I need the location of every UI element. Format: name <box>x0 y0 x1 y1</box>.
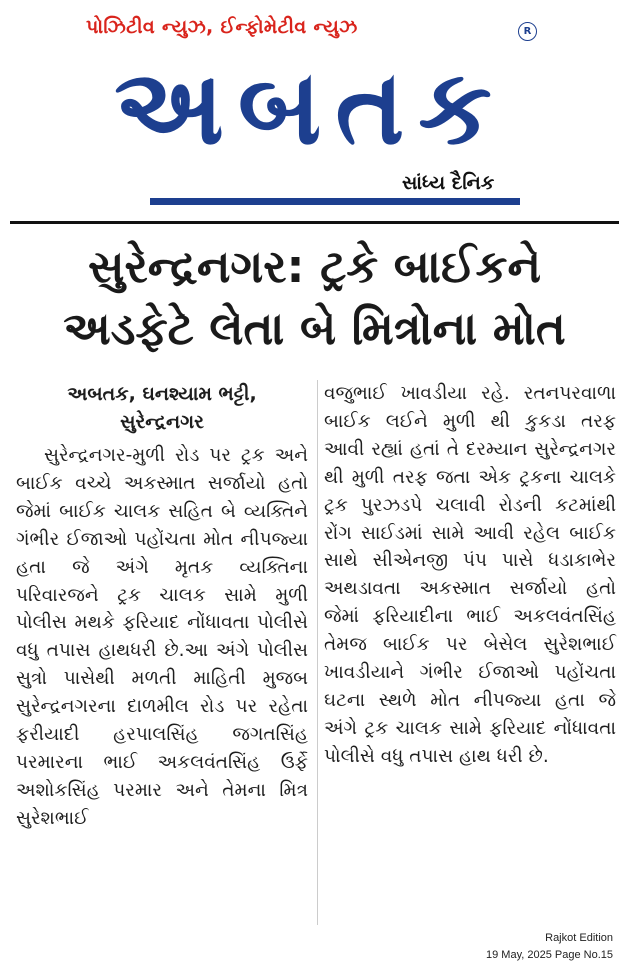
logo-underline <box>150 198 520 205</box>
headline-line-1: સુરેન્દ્રનગર: ટ્રકે બાઈકને <box>88 240 541 293</box>
article-headline <box>10 236 619 360</box>
footer-edition: Rajkot Edition <box>545 932 613 944</box>
byline-line-2: સુરેન્દ્રનગર <box>120 411 204 433</box>
column-divider <box>317 380 318 925</box>
article-body-right: વજુભાઈ ખાવડીયા રહે. રતનપરવાળા બાઈક લઈને મુળી થી કુકડા તરફ આવી રહ્યાં હતાં તે દરમ્યાન સુરેન્દ્રનગર થી મુળી તરફ જતા એક ટ્રકના ચાલકે ટ્રક પુરઝડપે ચલાવી રોડની કટમાંથી રોંગ સાઈડમાં સામે આવી રહેલ બાઈક સાથે સીએનજી પંપ પાસે ધડાકાભેર અથડાવતા અકસ્માત સર્જાયો હતો જેમાં ફરિયાદીના ભાઈ અકલવંતસિંહ તેમજ બાઈક પર બેસેલ સુરેશભાઈ ખાવડીયાને ગંભીર ઈજાઓ પહોંચતા ઘટના સ્થળે મોત નીપજ્યા હતા જે અંગે ટ્રક ચાલક સામે ફરિયાદ નોંધાવતા પોલીસે વધુ તપાસ હાથ ધરી છે. <box>324 383 616 767</box>
article-column-left <box>16 380 308 833</box>
article-byline <box>16 380 308 436</box>
article-column-right <box>324 380 616 771</box>
article-body-left: સુરેન્દ્રનગર-મુળી રોડ પર ટ્રક અને બાઈક વચ્ચે અકસ્માત સર્જાયો હતો જેમાં બાઈક ચાલક સહિત બે વ્યક્તિને ગંભીર ઈજાઓ પહોંચતા મોત નીપજ્યા હતા જે અંગે મૃતક વ્યક્તિના પરિવારજને ટ્રક ચાલક સામે મુળી પોલીસ મથકે ફરિયાદ નોંધાવતા પોલીસે વધુ તપાસ હાથધરી છે.આ અંગે પોલીસ સુત્રો પાસેથી મળતી માહિતી મુજબ સુરેન્દ્રનગરના દાળમીલ રોડ પર રહેતા ફરીયાદી હરપાલસિંહ જગતસિંહ પરમારના ભાઈ અકલવંતસિંહ ઉર્ફે અશોકસિંહ પરમાર અને તેમના મિત્ર સુરેશભાઈ <box>16 445 308 829</box>
edition-type: સાંધ્ય દૈનિક <box>402 172 495 194</box>
newspaper-logo: અબતક <box>114 46 506 168</box>
footer-date-page: 19 May, 2025 Page No.15 <box>486 949 613 961</box>
masthead-tagline: પોઝિટીવ ન્યુઝ, ઈન્ફોમેટીવ ન્યુઝ <box>86 16 358 38</box>
page-footer <box>486 930 613 964</box>
registered-trademark-icon: R <box>518 22 537 41</box>
headline-line-2: અડફેટે લેતા બે મિત્રોના મોત <box>63 302 566 355</box>
byline-line-1: અબતક, ઘનશ્યામ ભટ્ટી, <box>67 383 257 405</box>
masthead-divider <box>10 221 619 224</box>
masthead <box>0 0 625 215</box>
